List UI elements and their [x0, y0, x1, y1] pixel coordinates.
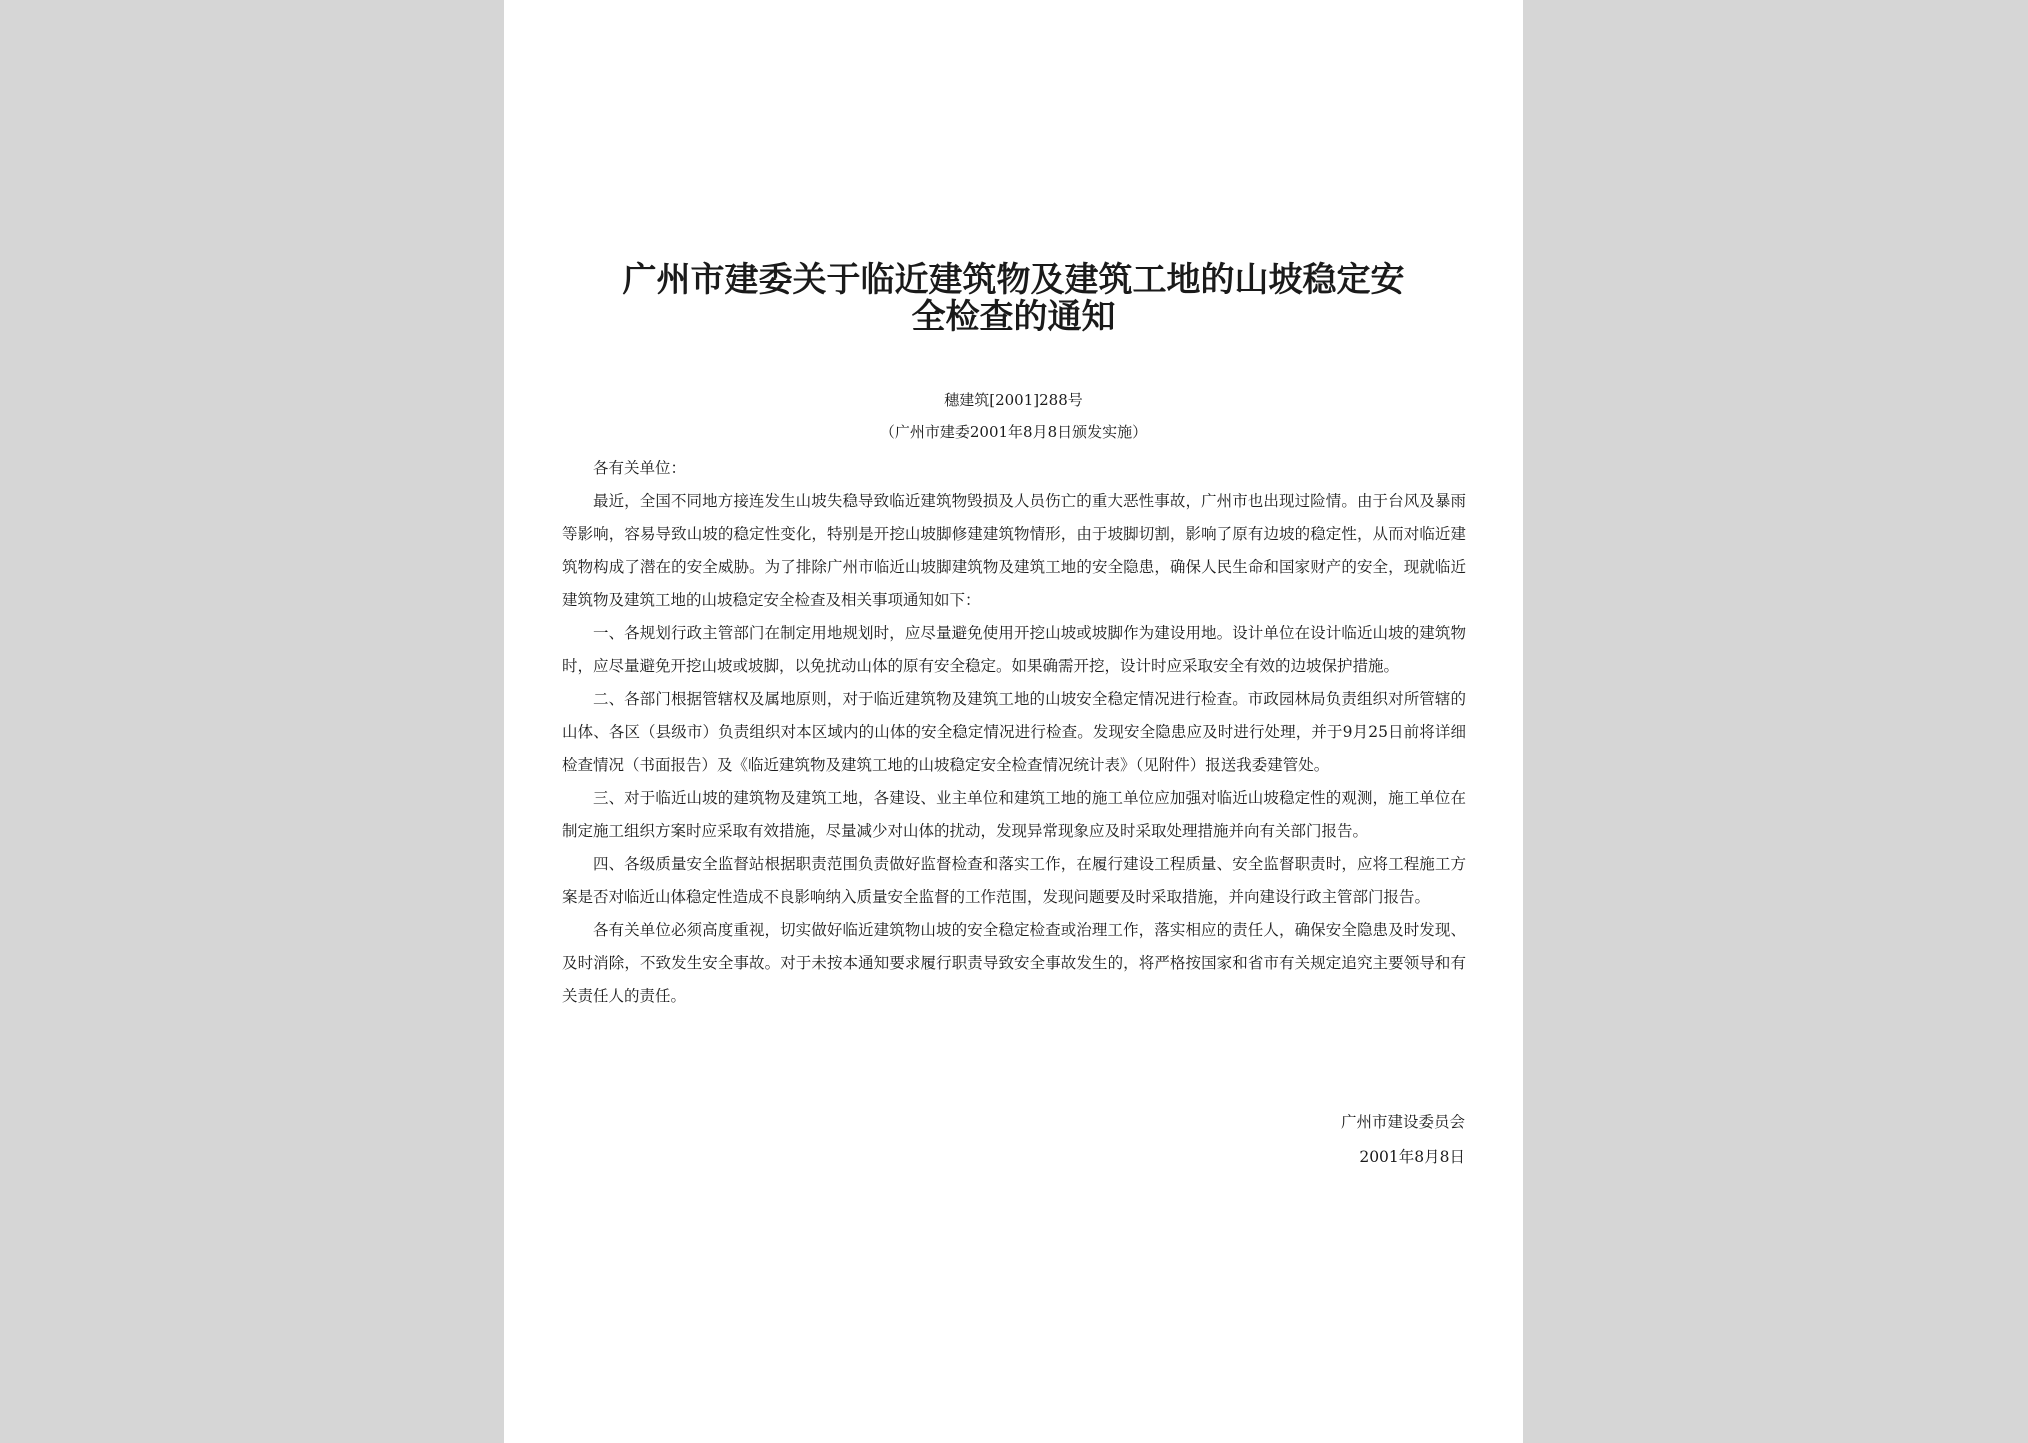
document-body	[562, 452, 1466, 1013]
paragraph-item-3: 三、对于临近山坡的建筑物及建筑工地，各建设、业主单位和建筑工地的施工单位应加强对临近山坡稳定性的观测，施工单位在制定施工组织方案时应采取有效措施，尽量减少对山体的扰动，发现异常现象应及时采取处理措施并向有关部门报告。	[562, 789, 1466, 840]
paragraph-item-1: 一、各规划行政主管部门在制定用地规划时，应尽量避免使用开挖山坡或坡脚作为建设用地。设计单位在设计临近山坡的建筑物时，应尽量避免开挖山坡或坡脚，以免扰动山体的原有安全稳定。如果确需开挖，设计时应采取安全有效的边坡保护措施。	[562, 624, 1466, 675]
document-page	[504, 0, 1523, 1443]
signature-organization: 广州市建设委员会	[1340, 1113, 1465, 1131]
paragraph-intro: 最近，全国不同地方接连发生山坡失稳导致临近建筑物毁损及人员伤亡的重大恶性事故，广州市也出现过险情。由于台风及暴雨等影响，容易导致山坡的稳定性变化，特别是开挖山坡脚修建建筑物情形，由于坡脚切割，影响了原有边坡的稳定性，从而对临近建筑物构成了潜在的安全威胁。为了排除广州市临近山坡脚建筑物及建筑工地的安全隐患，确保人民生命和国家财产的安全，现就临近建筑物及建筑工地的山坡稳定安全检查及相关事项通知如下：	[562, 492, 1466, 609]
document-title	[544, 262, 1483, 336]
issue-note: （广州市建委2001年8月8日颁发实施）	[879, 423, 1148, 441]
title-line-2: 全检查的通知	[911, 297, 1116, 337]
signature-date: 2001年8月8日	[1359, 1148, 1465, 1166]
paragraph-item-4: 四、各级质量安全监督站根据职责范围负责做好监督检查和落实工作，在履行建设工程质量、安全监督职责时，应将工程施工方案是否对临近山体稳定性造成不良影响纳入质量安全监督的工作范围，发现问题要及时采取措施，并向建设行政主管部门报告。	[562, 855, 1466, 906]
salutation: 各有关单位：	[593, 459, 687, 477]
title-line-1: 广州市建委关于临近建筑物及建筑工地的山坡稳定安	[622, 260, 1405, 300]
paragraph-item-2: 二、各部门根据管辖权及属地原则，对于临近建筑物及建筑工地的山坡安全稳定情况进行检查。市政园林局负责组织对所管辖的山体、各区（县级市）负责组织对本区域内的山体的安全稳定情况进行检查。发现安全隐患应及时进行处理，并于9月25日前将详细检查情况（书面报告）及《临近建筑物及建筑工地的山坡稳定安全检查情况统计表》（见附件）报送我委建管处。	[562, 690, 1466, 774]
paragraph-closing: 各有关单位必须高度重视，切实做好临近建筑物山坡的安全稳定检查或治理工作，落实相应的责任人，确保安全隐患及时发现、及时消除，不致发生安全事故。对于未按本通知要求履行职责导致安全事故发生的，将严格按国家和省市有关规定追究主要领导和有关责任人的责任。	[562, 921, 1466, 1005]
document-number: 穗建筑[2001]288号	[944, 391, 1083, 409]
